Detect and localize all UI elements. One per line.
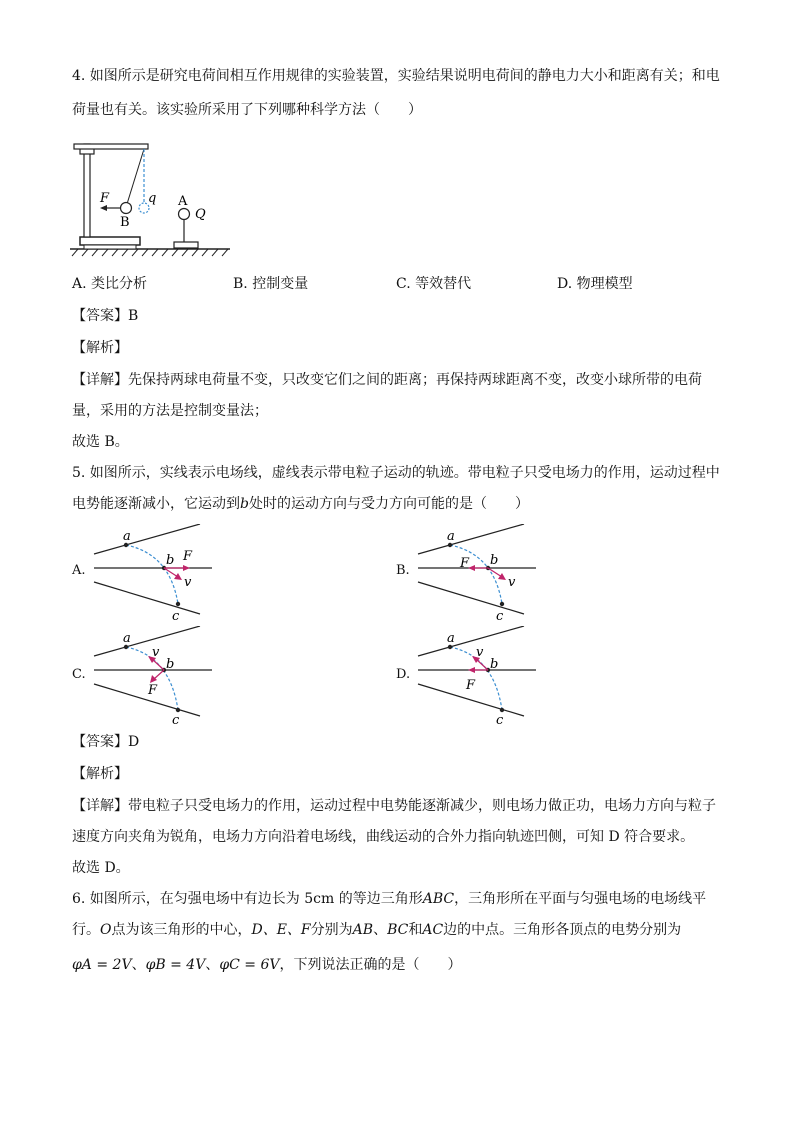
q4-stem-line1: 4. 如图所示是研究电荷间相互作用规律的实验装置，实验结果说明电荷间的静电力大小和距离有关；和电 [72, 68, 720, 84]
q6-stem-line1 [72, 889, 706, 909]
q5-b-label-c: c [496, 609, 504, 624]
q4-label-A: A [178, 194, 188, 209]
q4-detail-line2: 量，采用的方法是控制变量法； [72, 403, 268, 419]
q5-option-c-label: C. [72, 667, 86, 682]
q4-label-B: B [120, 215, 130, 230]
q4-option-d: D. 物理模型 [557, 276, 633, 292]
q6-line2-post: 边的中点。三角形各顶点的电势分别为 [443, 922, 682, 938]
q5-c-label-F: F [148, 683, 158, 698]
q5-d-label-a: a [447, 631, 455, 646]
q6-line2-sep1: 、 [373, 922, 388, 938]
q5-c-label-v: v [152, 645, 160, 660]
q5-stem-line2 [72, 494, 529, 514]
q4-option-c: C. 等效替代 [396, 276, 472, 292]
q6-stem-line2 [72, 920, 681, 940]
q5-b-label-v: v [508, 575, 516, 590]
q5-c-label-b: b [166, 657, 175, 672]
q5-option-b-label: B. [396, 563, 410, 578]
q4-option-b: B. 控制变量 [233, 276, 309, 292]
q5-d-label-F: F [466, 678, 476, 693]
q4-conclusion: 故选 B。 [72, 434, 129, 450]
q5-c-label-c: c [172, 713, 180, 726]
q4-label-F: F [100, 191, 110, 206]
q5-b-label-a: a [447, 529, 455, 544]
q5-answer: 【答案】D [72, 734, 140, 750]
q5-stem-line2-pre: 电势能逐渐减小，它运动到 [72, 496, 240, 512]
q4-option-a: A. 类比分析 [72, 276, 148, 292]
q6-line1-pre: 6. 如图所示，在匀强电场中有边长为 5cm 的等边三角形 [72, 891, 423, 907]
q6-phi-A: φA = 2V [72, 957, 132, 973]
q6-points-DEF: D、E、F [251, 922, 311, 938]
q5-option-d-figure [414, 626, 544, 726]
q5-c-label-a: a [123, 631, 131, 646]
q4-stem-line2: 荷量也有关。该实验所采用了下列哪种科学方法（ ） [72, 102, 422, 118]
q6-side-AC: AC [422, 922, 444, 938]
q5-stem-var-b: b [240, 496, 249, 512]
q6-line2-mid2: 分别为 [310, 922, 353, 938]
q6-line2-pre: 行。 [72, 922, 100, 938]
q5-option-a-figure [90, 524, 220, 624]
q5-detail-line1: 【详解】带电粒子只受电场力的作用，运动过程中电势能逐渐减少，则电场力做正功，电场力方向与粒子 [72, 798, 716, 814]
q6-point-O: O [100, 922, 112, 938]
q4-analysis-heading: 【解析】 [72, 340, 128, 356]
q6-triangle-name: ABC [422, 891, 455, 907]
q4-detail-line1: 【详解】先保持两球电荷量不变，只改变它们之间的距离；再保持两球距离不变，改变小球所带的电荷 [72, 372, 702, 388]
q6-stem-line3: φA = 2V、φB = 4V、φC = 6V，下列说法正确的是（ ） [72, 957, 462, 973]
q6-phi-C: φC = 6V [219, 957, 280, 973]
q5-detail-line2: 速度方向夹角为锐角，电场力方向沿着电场线，曲线运动的合外力指向轨迹凹侧，可知 D 符合要求。 [72, 829, 695, 845]
q5-d-label-b: b [490, 657, 499, 672]
q4-answer: 【答案】B [72, 308, 139, 324]
q6-line2-mid: 点为该三角形的中心， [111, 922, 252, 938]
q5-stem-line2-post: 处时的运动方向与受力方向可能的是（ ） [248, 496, 529, 512]
q5-b-label-F: F [460, 556, 470, 571]
q5-d-label-c: c [496, 713, 504, 726]
q5-conclusion: 故选 D。 [72, 860, 130, 876]
q5-option-b-figure [414, 524, 544, 624]
q5-a-label-v: v [184, 575, 192, 590]
q5-a-label-b: b [166, 553, 175, 568]
q5-d-label-v: v [476, 645, 484, 660]
q5-option-d-label: D. [396, 667, 411, 682]
q6-line1-post: ，三角形所在平面与匀强电场的电场线平 [454, 891, 707, 907]
q6-side-BC: BC [387, 922, 409, 938]
q4-label-Q: Q [195, 207, 206, 222]
q5-a-label-F: F [183, 549, 193, 564]
q5-b-label-b: b [490, 553, 499, 568]
q6-side-AB: AB [352, 922, 374, 938]
q6-line3-post: ，下列说法正确的是（ ） [279, 957, 462, 973]
q5-a-label-c: c [172, 609, 180, 624]
q5-analysis-heading: 【解析】 [72, 766, 128, 782]
q5-stem-line1: 5. 如图所示，实线表示电场线，虚线表示带电粒子运动的轨迹。带电粒子只受电场力的作用，运动过程中 [72, 465, 720, 481]
q5-option-c-figure [90, 626, 220, 726]
q6-phi-B: φB = 4V [145, 957, 206, 973]
q4-apparatus-figure [70, 136, 235, 258]
q6-line2-and: 和 [408, 922, 423, 938]
q5-option-a-label: A. [72, 563, 86, 578]
q4-label-q: q [148, 191, 157, 206]
q5-a-label-a: a [123, 529, 131, 544]
